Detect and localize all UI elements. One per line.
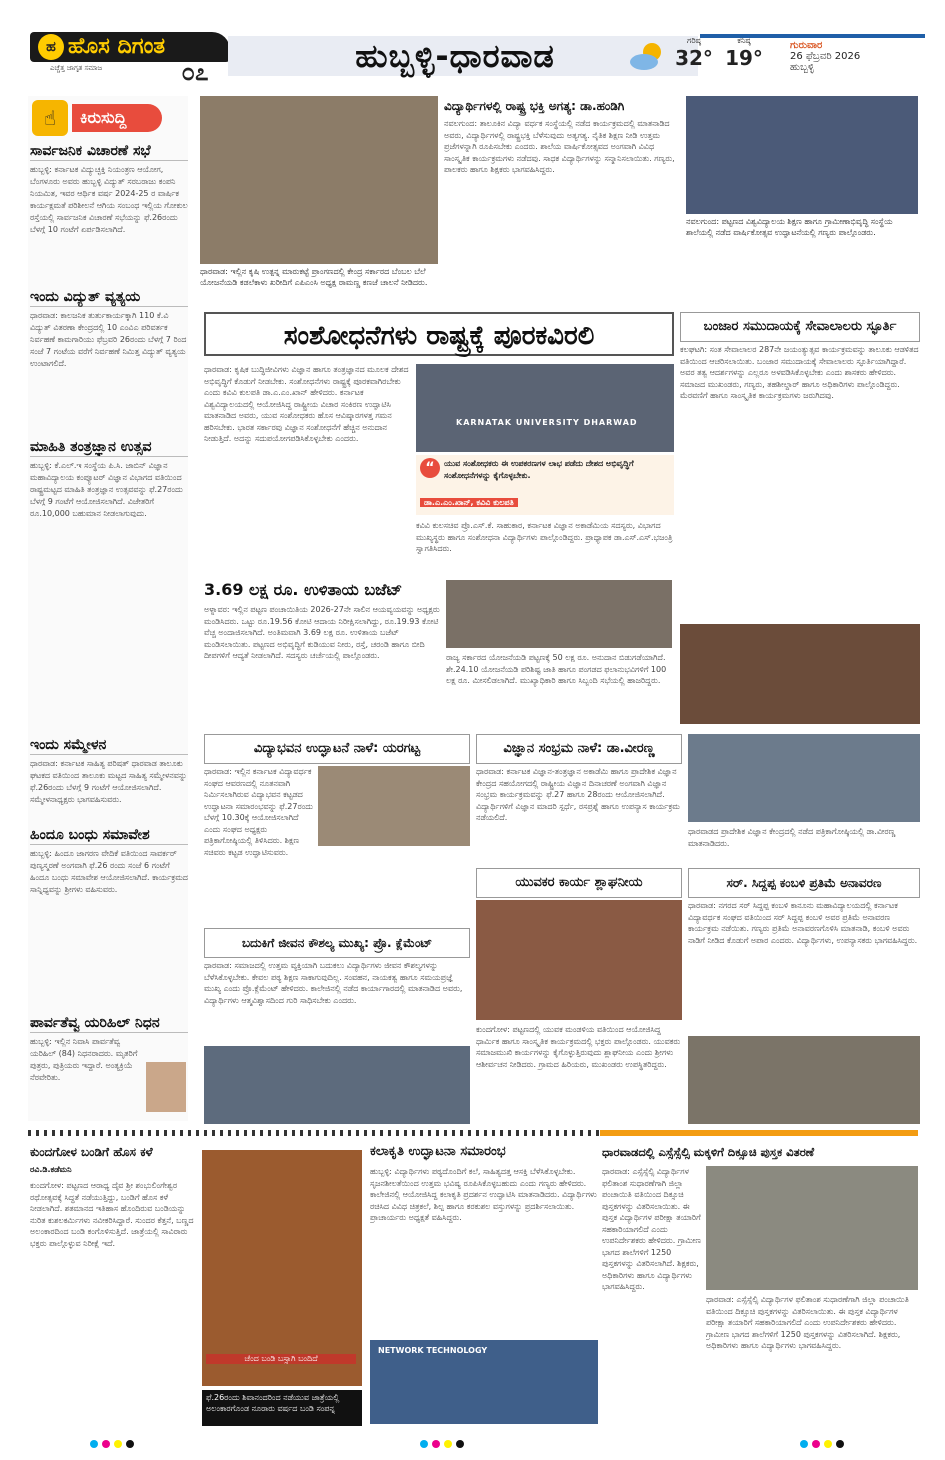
brief-body: ಧಾರವಾಡ: ಕಾಲಜನಿಕ ತುರ್ತುಕಾರ್ಯಕ್ಕಾಗಿ 110 ಕೆ.ವಿ ವಿದ್ಯುತ್ ವಿತರಣಾ ಕೇಂದ್ರದಲ್ಲಿ 10 ಎಂವಿಎ ಪರಿವರ್ತಕ ನಿರ್ವಹಣೆ ಕಾಮಗಾರಿಯು ಫೆಬ್ರವರಿ 26ರಂದು ಬೆಳಗ್ಗೆ 7 ರಿಂದ ಸಂಜೆ 7 ಗಂಟೆಯ ವರೆಗೆ ನಿರ್ವಹಣೆ ನಿಮಿತ್ತ ವಿದ್ಯುತ್ ವ್ಯತ್ಯಯ ಉಂಟಾಗಲಿದೆ. bbox=[30, 311, 187, 368]
kundgol-body: ಕುಂದಗೋಳ: ಪಟ್ಟಣದ ಆರಾಧ್ಯ ದೈವ ಶ್ರೀ ಶಂಭುಲಿಂಗೇಶ್ವರ ರಥೋತ್ಸವಕ್ಕೆ ಸಿದ್ಧತೆ ನಡೆಯುತ್ತಿದ್ದು, ಬಂಡಿಗೆ ಹೊಸ ಕಳೆ ನೀಡಲಾಗಿದೆ. ಶತಮಾನದ ಇತಿಹಾಸ ಹೊಂದಿರುವ ಬಂಡಿಯನ್ನು ನುರಿತ ಕುಶಲಕರ್ಮಿಗಳು ನವೀಕರಿಸಿದ್ದಾರೆ. ಸುಂದರ ಕೆತ್ತನೆ, ಬಣ್ಣದ ಅಲಂಕಾರದಿಂದ ಬಂಡಿ ಕಂಗೊಳಿಸುತ್ತಿದೆ. ಜಾತ್ರೆಯಲ್ಲಿ ಸಾವಿರಾರು ಭಕ್ತರು ಪಾಲ್ಗೊಳ್ಳುವ ನಿರೀಕ್ಷೆ ಇದೆ. bbox=[30, 1181, 194, 1248]
yuvakara-photo bbox=[476, 900, 682, 1020]
lead-headline[interactable]: ಸಂಶೋಧನೆಗಳು ರಾಷ್ಟ್ರಕ್ಕೆ ಪೂರಕವಿರಲಿ bbox=[204, 312, 674, 356]
place: ಹುಬ್ಬಳ್ಳಿ bbox=[790, 62, 815, 73]
top-photo-left bbox=[200, 96, 438, 264]
reg-dot-black bbox=[836, 1440, 844, 1448]
kaushalya-photo bbox=[204, 1046, 470, 1124]
brief-heading[interactable]: ಇಂದು ಸಮ್ಮೇಳನ bbox=[30, 736, 188, 755]
vijnana-heading[interactable]: ವಿಜ್ಞಾನ ಸಂಭ್ರಮ ನಾಳೆ: ಡಾ.ವೀರಣ್ಣ bbox=[476, 734, 682, 764]
reg-dot-magenta bbox=[102, 1440, 110, 1448]
vijnana-caption: ಧಾರವಾಡದ ಪ್ರಾದೇಶಿಕ ವಿಜ್ಞಾನ ಕೇಂದ್ರದಲ್ಲಿ ನಡೆದ ಪತ್ರಿಕಾಗೋಷ್ಠಿಯಲ್ಲಿ ಡಾ.ವೀರಣ್ಣ ಮಾತನಾಡಿದರು. bbox=[688, 827, 896, 848]
banjara-heading[interactable]: ಬಂಜಾರ ಸಮುದಾಯಕ್ಕೆ ಸೇವಾಲಾಲರು ಸ್ಫೂರ್ತಿ bbox=[680, 312, 920, 342]
banjara-photo bbox=[680, 624, 920, 724]
obituary-heading[interactable]: ಪಾರ್ವತೆವ್ವ ಯರಿಹಿಲ್ ನಿಧನ bbox=[30, 1014, 188, 1033]
brief-heading[interactable]: ಸಾರ್ವಜನಿಕ ವಿಚಾರಣೆ ಸಭೆ bbox=[30, 142, 188, 161]
page-title: ಹುಬ್ಬಳ್ಳಿ-ಧಾರವಾಡ bbox=[355, 37, 555, 75]
lead-photo bbox=[416, 364, 674, 452]
reg-dot-magenta bbox=[812, 1440, 820, 1448]
story-body: ನವಲಗುಂದ: ತಾಲೂಕಿನ ವಿದ್ಯಾ ವರ್ಧಕ ಸಂಸ್ಥೆಯಲ್ಲಿ ನಡೆದ ಕಾರ್ಯಕ್ರಮದಲ್ಲಿ ಮಾತನಾಡಿದ ಅವರು, ವಿದ್ಯಾರ್ಥಿಗಳಲ್ಲಿ ರಾಷ್ಟ್ರಭಕ್ತಿ ಬೆಳೆಸುವುದು ಅತ್ಯಗತ್ಯ. ನೈತಿಕ ಶಿಕ್ಷಣ ನೀಡಿ ಉತ್ತಮ ಪ್ರಜೆಗಳನ್ನಾಗಿ ರೂಪಿಸಬೇಕು ಎಂದರು. ಶಾಲೆಯ ವಾರ್ಷಿಕೋತ್ಸವದ ಅಂಗವಾಗಿ ವಿವಿಧ ಸಾಂಸ್ಕೃತಿಕ ಕಾರ್ಯಕ್ರಮಗಳು ನಡೆದವು. ಸಾಧಕ ವಿದ್ಯಾರ್ಥಿಗಳನ್ನು ಸನ್ಮಾನಿಸಲಾಯಿತು. ಗಣ್ಯರು, ಪಾಲಕರು ಹಾಗೂ ಶಿಕ್ಷಕರು ಭಾಗವಹಿಸಿದ್ದರು. bbox=[444, 119, 675, 174]
lead-photo-banner: KARNATAK UNIVERSITY DHARWAD bbox=[456, 418, 638, 427]
quote-icon: “ bbox=[420, 458, 440, 478]
top-photo-left-caption: ಧಾರವಾಡ: ಇಲ್ಲಿನ ಕೃಷಿ ಉತ್ಪನ್ನ ಮಾರುಕಟ್ಟೆ ಪ್ರಾಂಗಣದಲ್ಲಿ ಕೇಂದ್ರ ಸರ್ಕಾರದ ಬೆಂಬಲ ಬೆಲೆ ಯೋಜನೆಯಡಿ ಕಡಲೆಕಾಳು ಖರೀದಿಗೆ ಎಪಿಎಂಸಿ ಅಧ್ಯಕ್ಷ ರಾಮಣ್ಣ ಕಣಜೆ ಚಾಲನೆ ನೀಡಿದರು. bbox=[200, 267, 428, 287]
kalakruti-heading[interactable]: ಕಲಾಕೃತಿ ಉದ್ಘಾಟನಾ ಸಮಾರಂಭ bbox=[370, 1144, 506, 1159]
weather-cloud-sun-icon bbox=[628, 40, 668, 72]
kambali-heading[interactable]: ಸರ್. ಸಿದ್ದಪ್ಪ ಕಂಬಳಿ ಪ್ರತಿಮೆ ಅನಾವರಣ bbox=[688, 868, 920, 898]
temp-min: 19° bbox=[725, 46, 763, 70]
quote-author bbox=[420, 498, 670, 508]
temp-max: 32° bbox=[675, 46, 713, 70]
brief-body: ಹುಬ್ಬಳ್ಳಿ: ಕರ್ನಾಟಕ ವಿದ್ಯುಚ್ಛಕ್ತಿ ನಿಯಂತ್ರಣ ಆಯೋಗ, ಬೆಂಗಳೂರು ಅವರು ಹುಬ್ಬಳ್ಳಿ ವಿದ್ಯುತ್ ಸರಬರಾಜು ಕಂಪನಿ ನಿಯಮಿತ, ಇವರ ಆರ್ಥಿಕ ವರ್ಷ 2024-25 ರ ವಾರ್ಷಿಕ ಕಾರ್ಯಕ್ಷಮತೆ ಪರಿಶೀಲನೆ ಆಗಿಯ ಸಂಬಂಧ ಇಲ್ಲಿಯ ಗೋಕುಲ ರಸ್ತೆಯಲ್ಲಿ ಸಾರ್ವಜನಿಕ ವಿಚಾರಣೆ ಸಭೆಯನ್ನು ಫೆ.26ರಂದು ಬೆಳಗ್ಗೆ 10 ಗಂಟೆಗೆ ಏರ್ಪಡಿಸಲಾಗಿದೆ. bbox=[30, 165, 188, 234]
temp-min-label: ಕನಿಷ್ಠ bbox=[737, 36, 751, 45]
pustaka-body: ಧಾರವಾಡ: ಎಸ್ಸೆಸ್ಸೆಲ್ಸಿ ವಿದ್ಯಾರ್ಥಿಗಳ ಫಲಿತಾಂಶ ಸುಧಾರಣೆಗಾಗಿ ಜಿಲ್ಲಾ ಪಂಚಾಯಿತಿ ವತಿಯಿಂದ ದಿಕ್ಸೂಚಿ ಪುಸ್ತಕಗಳನ್ನು ವಿತರಿಸಲಾಯಿತು. ಈ ಪುಸ್ತಕ ವಿದ್ಯಾರ್ಥಿಗಳ ಪರೀಕ್ಷಾ ತಯಾರಿಗೆ ಸಹಕಾರಿಯಾಗಲಿದೆ ಎಂದು ಉಪನಿರ್ದೇಶಕರು ಹೇಳಿದರು. ಗ್ರಾಮೀಣ ಭಾಗದ ಶಾಲೆಗಳಿಗೆ 1250 ಪುಸ್ತಕಗಳನ್ನು ವಿತರಿಸಲಾಗಿದೆ. ಶಿಕ್ಷಕರು, ಅಧಿಕಾರಿಗಳು ಹಾಗೂ ವಿದ್ಯಾರ್ಥಿಗಳು ಭಾಗವಹಿಸಿದ್ದರು. bbox=[602, 1167, 701, 1291]
quote-author-name: ಡಾ.ಎ.ಎಂ.ಖಾನ್, ಕವಿವಿ ಕುಲಪತಿ bbox=[420, 498, 518, 507]
vidya-photo bbox=[318, 766, 470, 846]
reg-dot-yellow bbox=[114, 1440, 122, 1448]
date: 26 ಫೆಬ್ರವರಿ 2026 bbox=[790, 51, 861, 62]
kundgol-byline: ರವಿ.ಡಿ.ಕಡೆಮನಿ bbox=[30, 1165, 72, 1174]
section-divider-accent bbox=[600, 1130, 918, 1136]
obituary-photo bbox=[146, 1062, 186, 1112]
story-heading[interactable]: ವಿದ್ಯಾರ್ಥಿಗಳಲ್ಲಿ ರಾಷ್ಟ್ರ ಭಕ್ತಿ ಅಗತ್ಯ: ಡಾ.ಹಂಡಿಗಿ bbox=[444, 99, 625, 113]
vijnana-body: ಧಾರವಾಡ: ಕರ್ನಾಟಕ ವಿಜ್ಞಾನ-ತಂತ್ರಜ್ಞಾನ ಅಕಾಡೆಮಿ ಹಾಗೂ ಪ್ರಾದೇಶಿಕ ವಿಜ್ಞಾನ ಕೇಂದ್ರದ ಸಹಯೋಗದಲ್ಲಿ ರಾಷ್ಟ್ರೀಯ ವಿಜ್ಞಾನ ದಿನಾಚರಣೆ ಅಂಗವಾಗಿ ವಿಜ್ಞಾನ ಸಂಭ್ರಮ ಕಾರ್ಯಕ್ರಮವನ್ನು ಫೆ.27 ಹಾಗೂ 28ರಂದು ಆಯೋಜಿಸಲಾಗಿದೆ. ವಿದ್ಯಾರ್ಥಿಗಳಿಗೆ ವಿಜ್ಞಾನ ಮಾದರಿ ಸ್ಪರ್ಧೆ, ರಸಪ್ರಶ್ನೆ ಹಾಗೂ ಉಪನ್ಯಾಸ ಕಾರ್ಯಕ್ರಮ ನಡೆಯಲಿದೆ. bbox=[476, 767, 680, 822]
brief-body: ಹುಬ್ಬಳ್ಳಿ: ಹಿಂದೂ ಜಾಗರಣ ವೇದಿಕೆ ವತಿಯಿಂದ ಸಾವರ್ಕರ್ ಪುಣ್ಯಸ್ಮರಣೆ ಅಂಗವಾಗಿ ಫೆ.26 ರಂದು ಸಂಜೆ 6 ಗಂಟೆಗೆ ಹಿಂದೂ ಬಂಧು ಸಮಾವೇಶ ಆಯೋಜಿಸಲಾಗಿದೆ. ಕಾರ್ಯಕ್ರಮದ ಸಾನ್ನಿಧ್ಯವನ್ನು ಶ್ರೀಗಳು ವಹಿಸುವರು. bbox=[30, 849, 188, 894]
pustaka-body-continued: ಧಾರವಾಡ: ಎಸ್ಸೆಸ್ಸೆಲ್ಸಿ ವಿದ್ಯಾರ್ಥಿಗಳ ಫಲಿತಾಂಶ ಸುಧಾರಣೆಗಾಗಿ ಜಿಲ್ಲಾ ಪಂಚಾಯಿತಿ ವತಿಯಿಂದ ದಿಕ್ಸೂಚಿ ಪುಸ್ತಕಗಳನ್ನು ವಿತರಿಸಲಾಯಿತು. ಈ ಪುಸ್ತಕ ವಿದ್ಯಾರ್ಥಿಗಳ ಪರೀಕ್ಷಾ ತಯಾರಿಗೆ ಸಹಕಾರಿಯಾಗಲಿದೆ ಎಂದು ಉಪನಿರ್ದೇಶಕರು ಹೇಳಿದರು. ಗ್ರಾಮೀಣ ಭಾಗದ ಶಾಲೆಗಳಿಗೆ 1250 ಪುಸ್ತಕಗಳನ್ನು ವಿತರಿಸಲಾಗಿದೆ. ಶಿಕ್ಷಕರು, ಅಧಿಕಾರಿಗಳು ಹಾಗೂ ವಿದ್ಯಾರ್ಥಿಗಳು ಭಾಗವಹಿಸಿದ್ದರು. bbox=[706, 1295, 909, 1350]
logo[interactable]: ಹೊಸ ದಿಗಂತ bbox=[30, 32, 230, 62]
vidya-heading[interactable]: ವಿದ್ಯಾಭವನ ಉದ್ಘಾಟನೆ ನಾಳೆ: ಯರಗಟ್ಟ bbox=[204, 734, 470, 764]
budget-photo bbox=[446, 580, 672, 648]
brief-body: ಹುಬ್ಬಳ್ಳಿ: ಕೆ.ಎಲ್.ಇ ಸಂಸ್ಥೆಯ ಪಿ.ಸಿ. ಜಾಬಿನ್ ವಿಜ್ಞಾನ ಮಹಾವಿದ್ಯಾಲಯ ಕಂಪ್ಯೂಟರ್ ವಿಜ್ಞಾನ ವಿಭಾಗದ ವತಿಯಿಂದ ರಾಷ್ಟ್ರಮಟ್ಟದ ಮಾಹಿತಿ ತಂತ್ರಜ್ಞಾನ ಉತ್ಸವವನ್ನು ಫೆ.27ರಂದು ಬೆಳಗ್ಗೆ 9 ಗಂಟೆಗೆ ಆಯೋಜಿಸಲಾಗಿದೆ. ವಿಜೇತರಿಗೆ ರೂ.10,000 ಬಹುಮಾನ ನೀಡಲಾಗುವುದು. bbox=[30, 461, 183, 518]
kalakruti-body: ಹುಬ್ಬಳ್ಳಿ: ವಿದ್ಯಾರ್ಥಿಗಳು ಪಠ್ಯದೊಂದಿಗೆ ಕಲೆ, ಸಾಹಿತ್ಯದತ್ತ ಆಸಕ್ತಿ ಬೆಳೆಸಿಕೊಳ್ಳಬೇಕು. ಸೃಜನಶೀಲತೆಯಿಂದ ಉತ್ತಮ ಭವಿಷ್ಯ ರೂಪಿಸಿಕೊಳ್ಳಬಹುದು ಎಂದು ಗಣ್ಯರು ಹೇಳಿದರು. ಕಾಲೇಜಿನಲ್ಲಿ ಆಯೋಜಿಸಿದ್ದ ಕಲಾಕೃತಿ ಪ್ರದರ್ಶನ ಉದ್ಘಾಟಿಸಿ ಮಾತನಾಡಿದರು. ವಿದ್ಯಾರ್ಥಿಗಳು ರಚಿಸಿದ ವಿವಿಧ ಚಿತ್ರಕಲೆ, ಶಿಲ್ಪ ಹಾಗೂ ಕರಕುಶಲ ವಸ್ತುಗಳನ್ನು ಪ್ರದರ್ಶಿಸಲಾಯಿತು. ಪ್ರಾಚಾರ್ಯರು ಅಧ್ಯಕ್ಷತೆ ವಹಿಸಿದ್ದರು. bbox=[370, 1167, 597, 1222]
yuvakara-heading[interactable]: ಯುವಕರ ಕಾರ್ಯ ಶ್ಲಾಘನೀಯ bbox=[476, 868, 682, 898]
brief-body: ಧಾರವಾಡ: ಕರ್ನಾಟಕ ಸಾಹಿತ್ಯ ಪರಿಷತ್ ಧಾರವಾಡ ತಾಲೂಕು ಘಟಕದ ವತಿಯಿಂದ ತಾಲೂಕು ಮಟ್ಟದ ಸಾಹಿತ್ಯ ಸಮ್ಮೇಳನವನ್ನು ಫೆ.26ರಂದು ಬೆಳಗ್ಗೆ 9 ಗಂಟೆಗೆ ಆಯೋಜಿಸಲಾಗಿದೆ. ಸಮ್ಮೇಳನಾಧ್ಯಕ್ಷರು ಭಾಗವಹಿಸುವರು. bbox=[30, 759, 187, 804]
page-number: ೦೭ bbox=[181, 58, 209, 86]
pustaka-heading[interactable]: ಧಾರವಾಡದಲ್ಲಿ ಎಸ್ಸೆಸ್ಸೆಲ್ಸಿ ಮಕ್ಕಳಿಗೆ ದಿಕ್ಸೂಚಿ ಪುಸ್ತಕ ವಿತರಣೆ bbox=[602, 1145, 815, 1159]
kundgol-photo-sign: ಚೆಂದ ಬಂಡಿ ಬಸ್ಸಾಗಿ ಬಂದಿದೆ bbox=[206, 1354, 356, 1364]
reg-dot-magenta bbox=[432, 1440, 440, 1448]
obituary-body: ಹುಬ್ಬಳ್ಳಿ: ಇಲ್ಲಿನ ನಿವಾಸಿ ಪಾರ್ವತೆವ್ವ ಯರಿಹಿಲ್ (84) ನಿಧನರಾದರು. ಮೃತರಿಗೆ ಪುತ್ರರು, ಪುತ್ರಿಯರು ಇದ್ದಾರೆ. ಅಂತ್ಯಕ್ರಿಯೆ ನೆರವೇರಿತು. bbox=[30, 1037, 138, 1082]
brief-heading[interactable]: ಇಂದು ವಿದ್ಯುತ್ ವ್ಯತ್ಯಯ bbox=[30, 288, 188, 307]
kaushalya-heading[interactable]: ಬದುಕಿಗೆ ಜೀವನ ಕೌಶಲ್ಯ ಮುಖ್ಯ: ಪ್ರೊ. ಕ್ಲೆಮೆಂಟ್ bbox=[204, 928, 470, 958]
temp-max-label: ಗರಿಷ್ಠ bbox=[687, 36, 701, 45]
reg-dot-cyan bbox=[800, 1440, 808, 1448]
brief-heading[interactable]: ಮಾಹಿತಿ ತಂತ್ರಜ್ಞಾನ ಉತ್ಸವ bbox=[30, 438, 188, 457]
quote-text: ಯುವ ಸಂಶೋಧಕರು ಈ ಉಪಕರಣಗಳ ಲಾಭ ಪಡೆದು ದೇಶದ ಅಭಿವೃದ್ಧಿಗೆ ಸಂಶೋಧನೆಗಳನ್ನು ಕೈಗೊಳ್ಳಬೇಕು. bbox=[444, 459, 634, 480]
pustaka-photo bbox=[706, 1166, 918, 1290]
vijnana-photo bbox=[688, 734, 920, 822]
sidebar-label: ಕಿರುಸುದ್ದಿ bbox=[72, 104, 162, 132]
reg-dot-black bbox=[456, 1440, 464, 1448]
yuvakara-body: ಕುಂದಗೋಳ: ಪಟ್ಟಣದಲ್ಲಿ ಯುವಕ ಮಂಡಳಿಯ ವತಿಯಿಂದ ಆಯೋಜಿಸಿದ್ದ ಧಾರ್ಮಿಕ ಹಾಗೂ ಸಾಂಸ್ಕೃತಿಕ ಕಾರ್ಯಕ್ರಮದಲ್ಲಿ ಭಕ್ತರು ಪಾಲ್ಗೊಂಡರು. ಯುವಕರು ಸಮಾಜಮುಖಿ ಕಾರ್ಯಗಳನ್ನು ಕೈಗೊಳ್ಳುತ್ತಿರುವುದು ಶ್ಲಾಘನೀಯ ಎಂದು ಶ್ರೀಗಳು ಆಶೀರ್ವಚನ ನೀಡಿದರು. ಗ್ರಾಮದ ಹಿರಿಯರು, ಮುಖಂಡರು ಉಪಸ್ಥಿತರಿದ್ದರು. bbox=[476, 1025, 681, 1069]
masthead bbox=[0, 0, 945, 92]
top-photo-right-caption: ನವಲಗುಂದ: ಪಟ್ಟಣದ ವಿಶ್ವವಿದ್ಯಾಲಯ ಶಿಕ್ಷಣ ಹಾಗೂ ಗ್ರಾಮೀಣಾಭಿವೃದ್ಧಿ ಸಂಸ್ಥೆಯ ಶಾಲೆಯಲ್ಲಿ ನಡೆದ ವಾರ್ಷಿಕೋತ್ಸವ ಉದ್ಘಾಟನೆಯಲ್ಲಿ ಗಣ್ಯರು ಪಾಲ್ಗೊಂಡರು. bbox=[686, 217, 893, 237]
logo-tagline: ಎಚ್ಚೆತ್ತ ಜಾಗೃತ ಸಮಾಜ bbox=[50, 64, 103, 72]
reg-dot-yellow bbox=[444, 1440, 452, 1448]
kalakruti-photo bbox=[370, 1340, 598, 1424]
kundgol-heading[interactable]: ಕುಂದಗೋಳ ಬಂಡಿಗೆ ಹೊಸ ಕಳೆ bbox=[30, 1145, 153, 1159]
lead-body-continued: ಕವಿವಿ ಕುಲಸಚಿವ ಪ್ರೊ.ಎಸ್.ಕೆ. ಸಾಹುಕಾರ, ಕರ್ನಾಟಕ ವಿಜ್ಞಾನ ಅಕಾಡೆಮಿಯ ಸದಸ್ಯರು, ವಿಭಾಗದ ಮುಖ್ಯಸ್ಥರು ಹಾಗೂ ಸಂಶೋಧನಾ ವಿದ್ಯಾರ್ಥಿಗಳು ಪಾಲ್ಗೊಂಡಿದ್ದರು. ಪ್ರಾಧ್ಯಾಪಕ ಡಾ.ಎಸ್.ಎಸ್.ಭಜಂತ್ರಿ ಸ್ವಾಗತಿಸಿದರು. bbox=[416, 521, 673, 553]
logo-emblem-icon: ಹ bbox=[38, 34, 64, 60]
top-photo-right bbox=[686, 96, 918, 214]
kundgol-photo bbox=[202, 1150, 362, 1386]
weekday: ಗುರುವಾರ bbox=[790, 40, 823, 51]
banjara-body: ಕಲಘಟಗಿ: ಸಂತ ಸೇವಾಲಾಲರ 287ನೇ ಜಯಂತ್ಯುತ್ಸವ ಕಾರ್ಯಕ್ರಮವನ್ನು ತಾಲೂಕು ಆಡಳಿತದ ವತಿಯಿಂದ ಆಚರಿಸಲಾಯಿತು. ಬಂಜಾರ ಸಮುದಾಯಕ್ಕೆ ಸೇವಾಲಾಲರು ಸ್ಫೂರ್ತಿಯಾಗಿದ್ದಾರೆ. ಅವರ ತತ್ವ ಆದರ್ಶಗಳನ್ನು ಎಲ್ಲರೂ ಅಳವಡಿಸಿಕೊಳ್ಳಬೇಕು ಎಂದು ಶಾಸಕರು ಹೇಳಿದರು. ಸಮಾಜದ ಮುಖಂಡರು, ಗಣ್ಯರು, ತಹಶೀಲ್ದಾರ್ ಹಾಗೂ ಅಧಿಕಾರಿಗಳು ಪಾಲ್ಗೊಂಡಿದ್ದರು. ಮೆರವಣಿಗೆ ಹಾಗೂ ಸಾಂಸ್ಕೃತಿಕ ಕಾರ್ಯಕ್ರಮಗಳು ಜರುಗಿದವು. bbox=[680, 345, 919, 400]
brief-heading[interactable]: ಹಿಂದೂ ಬಂಧು ಸಮಾವೇಶ bbox=[30, 826, 188, 845]
kaushalya-body: ಧಾರವಾಡ: ಸಮಾಜದಲ್ಲಿ ಉತ್ತಮ ವ್ಯಕ್ತಿಯಾಗಿ ಬದುಕಲು ವಿದ್ಯಾರ್ಥಿಗಳು ಜೀವನ ಕೌಶಲ್ಯಗಳನ್ನು ಬೆಳೆಸಿಕೊಳ್ಳಬೇಕು. ಕೇವಲ ಪಠ್ಯ ಶಿಕ್ಷಣ ಸಾಕಾಗುವುದಿಲ್ಲ. ಸಂವಹನ, ನಾಯಕತ್ವ ಹಾಗೂ ಸಮಯಪ್ರಜ್ಞೆ ಮುಖ್ಯ ಎಂದು ಪ್ರೊ.ಕ್ಲೆಮೆಂಟ್ ಹೇಳಿದರು. ಕಾಲೇಜಿನಲ್ಲಿ ನಡೆದ ಕಾರ್ಯಾಗಾರದಲ್ಲಿ ಮಾತನಾಡಿದ ಅವರು, ವಿದ್ಯಾರ್ಥಿಗಳು ಆತ್ಮವಿಶ್ವಾಸದಿಂದ ಗುರಿ ಸಾಧಿಸಬೇಕು ಎಂದರು. bbox=[204, 961, 463, 1005]
budget-heading[interactable]: 3.69 ಲಕ್ಷ ರೂ. ಉಳಿತಾಯ ಬಜೆಟ್ bbox=[204, 580, 403, 599]
hand-point-icon: ☝ bbox=[32, 100, 68, 136]
reg-dot-cyan bbox=[420, 1440, 428, 1448]
budget-body: ಅಳ್ನಾವರ: ಇಲ್ಲಿನ ಪಟ್ಟಣ ಪಂಚಾಯಿತಿಯ 2026-27ನೇ ಸಾಲಿನ ಆಯವ್ಯಯವನ್ನು ಅಧ್ಯಕ್ಷರು ಮಂಡಿಸಿದರು. ಒಟ್ಟು ರೂ.19.56 ಕೋಟಿ ಆದಾಯ ನಿರೀಕ್ಷಿಸಲಾಗಿದ್ದು, ರೂ.19.93 ಕೋಟಿ ವೆಚ್ಚ ಅಂದಾಜಿಸಲಾಗಿದೆ. ಅಂತಿಮವಾಗಿ 3.69 ಲಕ್ಷ ರೂ. ಉಳಿತಾಯ ಬಜೆಟ್ ಮಂಡಿಸಲಾಯಿತು. ಪಟ್ಟಣದ ಅಭಿವೃದ್ಧಿಗೆ ಕುಡಿಯುವ ನೀರು, ರಸ್ತೆ, ಚರಂಡಿ ಹಾಗೂ ಬೀದಿ ದೀಪಗಳಿಗೆ ಆದ್ಯತೆ ನೀಡಲಾಗಿದೆ. ಸದಸ್ಯರು ಚರ್ಚೆಯಲ್ಲಿ ಪಾಲ್ಗೊಂಡರು. bbox=[204, 605, 440, 660]
vidya-body: ಧಾರವಾಡ: ಇಲ್ಲಿನ ಕರ್ನಾಟಕ ವಿದ್ಯಾವರ್ಧಕ ಸಂಘದ ಆವರಣದಲ್ಲಿ ನೂತನವಾಗಿ ನಿರ್ಮಿಸಲಾಗಿರುವ ವಿದ್ಯಾಭವನ ಕಟ್ಟಡದ ಉದ್ಘಾಟನಾ ಸಮಾರಂಭವನ್ನು ಫೆ.27ರಂದು ಬೆಳಗ್ಗೆ 10.30ಕ್ಕೆ ಆಯೋಜಿಸಲಾಗಿದೆ ಎಂದು ಸಂಘದ ಅಧ್ಯಕ್ಷರು ಪತ್ರಿಕಾಗೋಷ್ಠಿಯಲ್ಲಿ ತಿಳಿಸಿದರು. ಶಿಕ್ಷಣ ಸಚಿವರು ಕಟ್ಟಡ ಉದ್ಘಾಟಿಸುವರು. bbox=[204, 767, 313, 857]
reg-dot-black bbox=[126, 1440, 134, 1448]
reg-dot-yellow bbox=[824, 1440, 832, 1448]
kalakruti-photo-banner: NETWORK TECHNOLOGY bbox=[378, 1346, 488, 1355]
kambali-body: ಧಾರವಾಡ: ನಗರದ ಸರ್ ಸಿದ್ದಪ್ಪ ಕಂಬಳಿ ಕಾನೂನು ಮಹಾವಿದ್ಯಾಲಯದಲ್ಲಿ ಕರ್ನಾಟಕ ವಿದ್ಯಾವರ್ಧಕ ಸಂಘದ ವತಿಯಿಂದ ಸರ್ ಸಿದ್ದಪ್ಪ ಕಂಬಳಿ ಅವರ ಪ್ರತಿಮೆ ಅನಾವರಣ ಕಾರ್ಯಕ್ರಮ ನಡೆಯಿತು. ಗಣ್ಯರು ಪ್ರತಿಮೆ ಅನಾವರಣಗೊಳಿಸಿ ಮಾತನಾಡಿ, ಕಂಬಳಿ ಅವರು ನಾಡಿಗೆ ನೀಡಿದ ಕೊಡುಗೆ ಅಪಾರ ಎಂದರು. ವಿದ್ಯಾರ್ಥಿಗಳು, ಉಪನ್ಯಾಸಕರು ಭಾಗವಹಿಸಿದ್ದರು. bbox=[688, 901, 918, 945]
kundgol-caption: ಫೆ.26ರಂದು ಶಿವಾನಂದರಿಂದ ನಡೆಯುವ ಜಾತ್ರೆಯಲ್ಲಿ ಅಲಂಕಾರಗೊಂಡ ನೂರಾರು ವರ್ಷದ ಬಂಡಿ ಸಂಪನ್ನ bbox=[202, 1390, 362, 1426]
reg-dot-cyan bbox=[90, 1440, 98, 1448]
dateline bbox=[790, 40, 920, 73]
kambali-photo bbox=[688, 1036, 920, 1124]
lead-body: ಧಾರವಾಡ: ಕೃಷಿಕ ಬುದ್ಧಿಜೀವಿಗಳು ವಿಜ್ಞಾನ ಹಾಗೂ ತಂತ್ರಜ್ಞಾನದ ಮೂಲಕ ದೇಶದ ಅಭಿವೃದ್ಧಿಗೆ ಕೊಡುಗೆ ನೀಡಬೇಕು. ಸಂಶೋಧನೆಗಳು ರಾಷ್ಟ್ರಕ್ಕೆ ಪೂರಕವಾಗಿರಬೇಕು ಎಂದು ಕವಿವಿ ಕುಲಪತಿ ಡಾ.ಎ.ಎಂ.ಖಾನ್ ಹೇಳಿದರು. ಕರ್ನಾಟಕ ವಿಶ್ವವಿದ್ಯಾಲಯದಲ್ಲಿ ಆಯೋಜಿಸಿದ್ದ ರಾಷ್ಟ್ರೀಯ ವಿಚಾರ ಸಂಕಿರಣ ಉದ್ಘಾಟಿಸಿ ಮಾತನಾಡಿದ ಅವರು, ಯುವ ಸಂಶೋಧಕರು ಹೊಸ ಆವಿಷ್ಕಾರಗಳತ್ತ ಗಮನ ಹರಿಸಬೇಕು. ಭಾರತ ಸರ್ಕಾರವು ವಿಜ್ಞಾನ ಸಂಶೋಧನೆಗೆ ಹೆಚ್ಚಿನ ಅನುದಾನ ನೀಡುತ್ತಿದೆ. ಅದನ್ನು ಸದುಪಯೋಗಪಡಿಸಿಕೊಳ್ಳಬೇಕು ಎಂದರು. bbox=[204, 365, 409, 443]
budget-body-continued: ರಾಜ್ಯ ಸರ್ಕಾರದ ಯೋಜನೆಯಡಿ ಪಟ್ಟಣಕ್ಕೆ 50 ಲಕ್ಷ ರೂ. ಅನುದಾನ ಬಿಡುಗಡೆಯಾಗಿದೆ. ಶೇ.24.10 ಯೋಜನೆಯಡಿ ಪರಿಶಿಷ್ಟ ಜಾತಿ ಹಾಗೂ ಪಂಗಡದ ಫಲಾನುಭವಿಗಳಿಗೆ 100 ಲಕ್ಷ ರೂ. ಮೀಸಲಿಡಲಾಗಿದೆ. ಮುಖ್ಯಾಧಿಕಾರಿ ಹಾಗೂ ಸಿಬ್ಬಂದಿ ಸಭೆಯಲ್ಲಿ ಹಾಜರಿದ್ದರು. bbox=[446, 653, 667, 685]
